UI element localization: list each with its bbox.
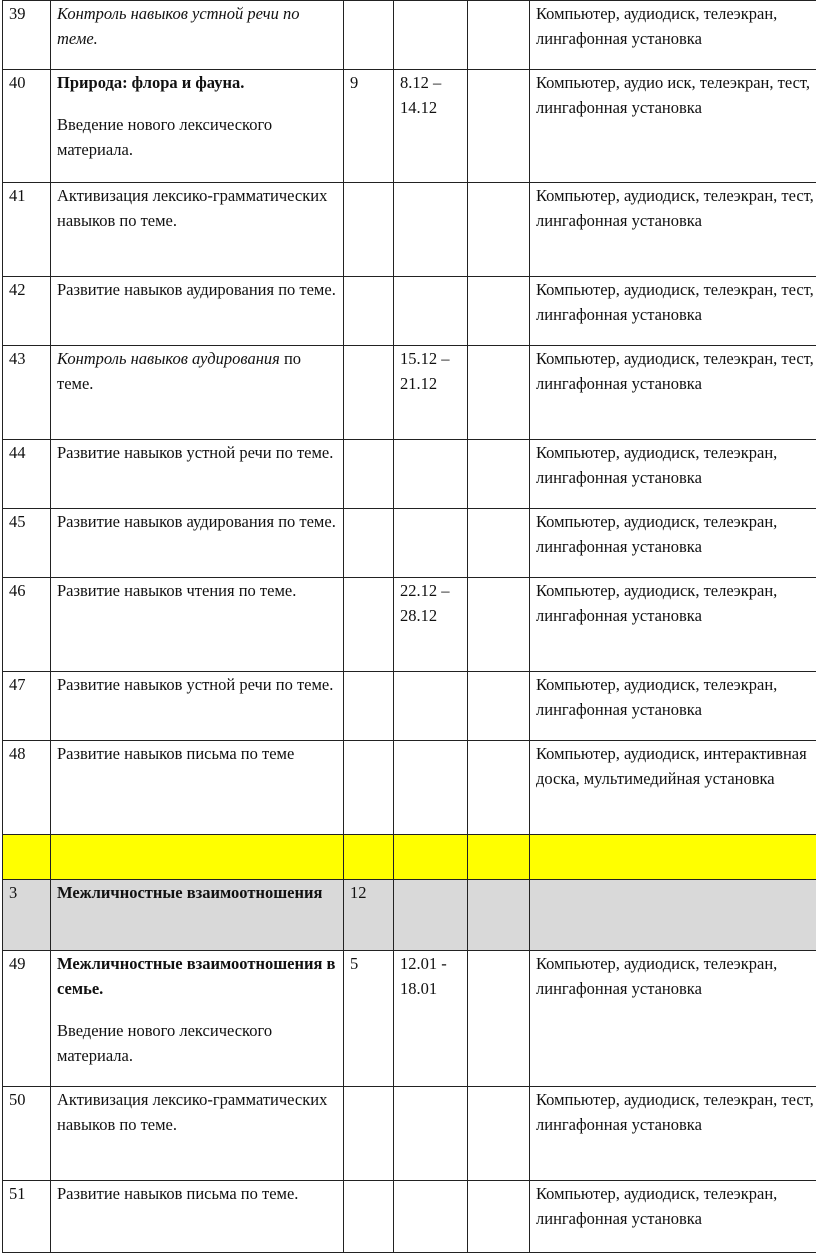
equipment-cell: Компьютер, аудиодиск, телеэкран, тест, лингафонная установка: [530, 1087, 816, 1181]
notes-cell: [468, 70, 530, 183]
lesson-topic-cell: [51, 1, 344, 70]
equipment-cell: Компьютер, аудиодиск, телеэкран, тест, лингафонная установка: [530, 183, 816, 277]
dates-cell: [394, 672, 468, 741]
lesson-topic: Развитие навыков аудирования по теме.: [57, 512, 336, 531]
lesson-number: 39: [3, 1, 51, 70]
dates-cell: [394, 1, 468, 70]
dates-cell: 15.12 – 21.12: [394, 346, 468, 440]
dates-cell: 8.12 – 14.12: [394, 70, 468, 183]
equipment-cell: [530, 880, 816, 951]
lesson-number: 51: [3, 1181, 51, 1253]
lesson-topic-cell: [51, 1181, 344, 1253]
equipment-cell: Компьютер, аудиодиск, телеэкран, лингафонная установка: [530, 672, 816, 741]
equipment-cell: Компьютер, аудиодиск, телеэкран, лингафонная установка: [530, 1, 816, 70]
lesson-number: 43: [3, 346, 51, 440]
table-row: [3, 70, 816, 183]
lesson-topic: Развитие навыков аудирования по теме.: [57, 280, 336, 299]
dates-cell: [394, 509, 468, 578]
notes-cell: [468, 509, 530, 578]
lesson-topic-cell: [51, 70, 344, 183]
lesson-topic-cell: [51, 440, 344, 509]
hours-cell: [344, 1181, 394, 1253]
table-row: [3, 1181, 816, 1253]
hours-cell: [344, 1, 394, 70]
lesson-topic: Развитие навыков устной речи по теме.: [57, 675, 333, 694]
table-row: [3, 1087, 816, 1181]
dates-cell: [394, 835, 468, 880]
hours-cell: [344, 440, 394, 509]
lesson-topic-cell: [51, 578, 344, 672]
notes-cell: [468, 440, 530, 509]
equipment-cell: Компьютер, аудиодиск, телеэкран, тест, лингафонная установка: [530, 346, 816, 440]
lesson-topic: Природа: флора и фауна.: [57, 73, 244, 92]
lesson-number: 49: [3, 951, 51, 1087]
table-row: [3, 509, 816, 578]
table-row: [3, 741, 816, 835]
lesson-number: 46: [3, 578, 51, 672]
dates-cell: 22.12 – 28.12: [394, 578, 468, 672]
lesson-topic: Развитие навыков письма по теме.: [57, 1184, 298, 1203]
hours-cell: [344, 1087, 394, 1181]
equipment-cell: [530, 835, 816, 880]
notes-cell: [468, 672, 530, 741]
lesson-topic: Контроль навыков аудирования: [57, 349, 280, 368]
table-row: [3, 440, 816, 509]
table-row: [3, 951, 816, 1087]
lesson-topic: Межличностные взаимоотношения в семье.: [57, 954, 335, 998]
dates-cell: [394, 880, 468, 951]
lesson-topic-cell: [51, 951, 344, 1087]
dates-cell: [394, 741, 468, 835]
lesson-topic: Межличностные взаимоотношения: [57, 883, 322, 902]
table-row: [3, 1, 816, 70]
lesson-topic-cell: [51, 880, 344, 951]
table-row: [3, 578, 816, 672]
lesson-number: 45: [3, 509, 51, 578]
dates-cell: [394, 277, 468, 346]
hours-cell: 5: [344, 951, 394, 1087]
dates-cell: 12.01 - 18.01: [394, 951, 468, 1087]
equipment-cell: Компьютер, аудиодиск, интерактивная доска, мультимедийная установка: [530, 741, 816, 835]
lesson-topic: Активизация лексико-грамматических навыков по теме.: [57, 186, 327, 230]
hours-cell: [344, 346, 394, 440]
lesson-topic-cell: [51, 509, 344, 578]
lesson-topic-cell: [51, 741, 344, 835]
table-row: [3, 835, 816, 880]
hours-cell: [344, 741, 394, 835]
notes-cell: [468, 741, 530, 835]
notes-cell: [468, 1181, 530, 1253]
lesson-number: 41: [3, 183, 51, 277]
lesson-topic: Развитие навыков чтения по теме.: [57, 581, 296, 600]
lesson-number: 48: [3, 741, 51, 835]
lesson-topic-cell: [51, 835, 344, 880]
hours-cell: [344, 277, 394, 346]
table-row: [3, 672, 816, 741]
equipment-cell: Компьютер, аудиодиск, телеэкран, лингафонная установка: [530, 578, 816, 672]
equipment-cell: Компьютер, аудиодиск, телеэкран, лингафонная установка: [530, 1181, 816, 1253]
lesson-topic-cell: [51, 346, 344, 440]
lesson-number: 50: [3, 1087, 51, 1181]
notes-cell: [468, 1087, 530, 1181]
notes-cell: [468, 183, 530, 277]
table-row: [3, 880, 816, 951]
dates-cell: [394, 440, 468, 509]
hours-cell: [344, 509, 394, 578]
dates-cell: [394, 183, 468, 277]
equipment-cell: Компьютер, аудиодиск, телеэкран, лингафонная установка: [530, 951, 816, 1087]
equipment-cell: Компьютер, аудиодиск, телеэкран, лингафонная установка: [530, 440, 816, 509]
lesson-topic-tail: по теме.: [57, 349, 301, 393]
lesson-number: [3, 835, 51, 880]
lesson-subtopic: Введение нового лексического материала.: [57, 112, 337, 162]
lesson-topic-cell: [51, 1087, 344, 1181]
lesson-plan-body: [3, 1, 816, 1253]
hours-cell: [344, 578, 394, 672]
notes-cell: [468, 835, 530, 880]
notes-cell: [468, 1, 530, 70]
equipment-cell: Компьютер, аудио иск, телеэкран, тест, лингафонная установка: [530, 70, 816, 183]
hours-cell: 9: [344, 70, 394, 183]
notes-cell: [468, 880, 530, 951]
notes-cell: [468, 277, 530, 346]
lesson-topic: Развитие навыков письма по теме: [57, 744, 294, 763]
lesson-number: 44: [3, 440, 51, 509]
lesson-plan-table: [2, 0, 816, 1253]
lesson-topic: Контроль навыков устной речи по теме.: [57, 4, 299, 48]
lesson-topic-cell: [51, 277, 344, 346]
table-row: [3, 183, 816, 277]
notes-cell: [468, 578, 530, 672]
hours-cell: [344, 835, 394, 880]
lesson-topic: Активизация лексико-грамматических навыков по теме.: [57, 1090, 327, 1134]
lesson-topic-cell: [51, 672, 344, 741]
lesson-number: 3: [3, 880, 51, 951]
dates-cell: [394, 1181, 468, 1253]
lesson-number: 47: [3, 672, 51, 741]
table-row: [3, 346, 816, 440]
lesson-subtopic: Введение нового лексического материала.: [57, 1018, 337, 1068]
equipment-cell: Компьютер, аудиодиск, телеэкран, лингафонная установка: [530, 509, 816, 578]
lesson-number: 40: [3, 70, 51, 183]
hours-cell: [344, 672, 394, 741]
lesson-topic-cell: [51, 183, 344, 277]
dates-cell: [394, 1087, 468, 1181]
lesson-number: 42: [3, 277, 51, 346]
notes-cell: [468, 951, 530, 1087]
table-row: [3, 277, 816, 346]
hours-cell: 12: [344, 880, 394, 951]
lesson-topic: Развитие навыков устной речи по теме.: [57, 443, 333, 462]
notes-cell: [468, 346, 530, 440]
equipment-cell: Компьютер, аудиодиск, телеэкран, тест, лингафонная установка: [530, 277, 816, 346]
hours-cell: [344, 183, 394, 277]
